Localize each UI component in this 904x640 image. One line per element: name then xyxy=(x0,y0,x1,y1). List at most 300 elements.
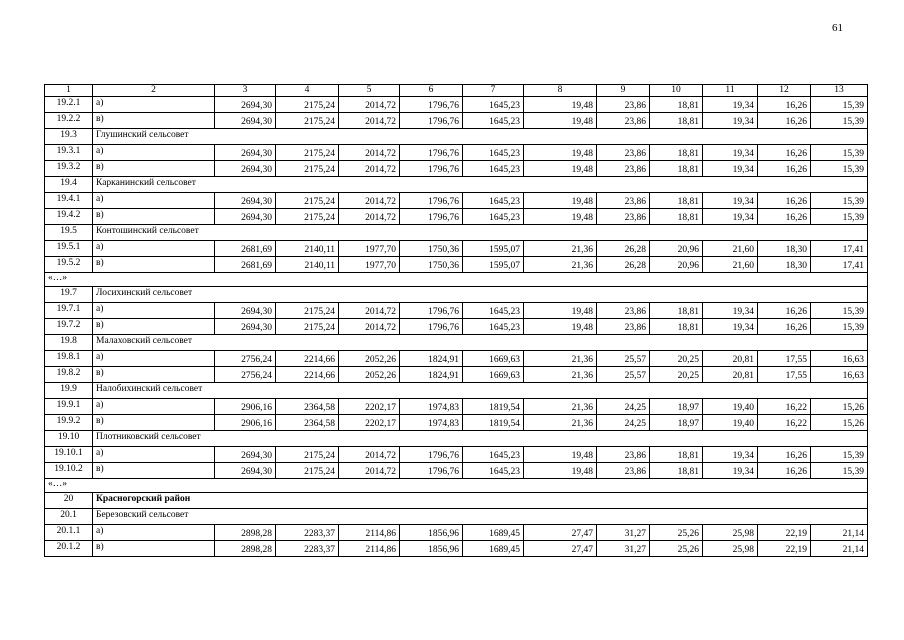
value-cell: 2175,24 xyxy=(276,463,339,479)
value-cell: 15,39 xyxy=(811,447,868,463)
table-row xyxy=(45,193,868,209)
value-cell: 1856,96 xyxy=(400,525,463,541)
table-row xyxy=(45,113,868,129)
value-cell: 2014,72 xyxy=(339,161,400,177)
section-title: Плотниковский сельсовет xyxy=(93,431,868,447)
table-row xyxy=(45,209,868,225)
row-code: 19.9.1 xyxy=(45,399,93,415)
value-cell: 23,86 xyxy=(597,145,650,161)
value-cell: 19,34 xyxy=(703,463,758,479)
value-cell: 22,19 xyxy=(758,525,811,541)
value-cell: 19,48 xyxy=(524,113,597,129)
column-header-9: 9 xyxy=(597,85,650,97)
value-cell: 2681,69 xyxy=(215,241,276,257)
value-cell: 18,81 xyxy=(650,463,703,479)
value-cell: 2014,72 xyxy=(339,193,400,209)
value-cell: 25,57 xyxy=(597,367,650,383)
value-cell: 16,26 xyxy=(758,161,811,177)
value-cell: 2114,86 xyxy=(339,541,400,557)
value-cell: 16,26 xyxy=(758,209,811,225)
value-cell: 1796,76 xyxy=(400,145,463,161)
value-cell: 18,81 xyxy=(650,113,703,129)
section-code: 20 xyxy=(45,493,93,509)
value-cell: 1856,96 xyxy=(400,541,463,557)
section-title: Карканинский сельсовет xyxy=(93,177,868,193)
value-cell: 2756,24 xyxy=(215,367,276,383)
column-header-1: 1 xyxy=(45,85,93,97)
value-cell: 15,39 xyxy=(811,319,868,335)
value-cell: 2364,58 xyxy=(276,399,339,415)
value-cell: 19,34 xyxy=(703,161,758,177)
value-cell: 19,34 xyxy=(703,447,758,463)
table-row xyxy=(45,161,868,177)
value-cell: 19,34 xyxy=(703,97,758,113)
value-cell: 1977,70 xyxy=(339,257,400,273)
row-label: а) xyxy=(93,193,215,209)
value-cell: 1796,76 xyxy=(400,193,463,209)
value-cell: 21,14 xyxy=(811,541,868,557)
column-header-8: 8 xyxy=(524,85,597,97)
value-cell: 23,86 xyxy=(597,209,650,225)
value-cell: 1974,83 xyxy=(400,399,463,415)
value-cell: 19,34 xyxy=(703,319,758,335)
value-cell: 15,39 xyxy=(811,193,868,209)
value-cell: 23,86 xyxy=(597,113,650,129)
value-cell: 2364,58 xyxy=(276,415,339,431)
value-cell: 18,81 xyxy=(650,209,703,225)
section-title: Березовский сельсовет xyxy=(93,509,868,525)
value-cell: 19,40 xyxy=(703,415,758,431)
value-cell: 2283,37 xyxy=(276,541,339,557)
section-code: 19.9 xyxy=(45,383,93,399)
value-cell: 1824,91 xyxy=(400,351,463,367)
value-cell: 20,96 xyxy=(650,241,703,257)
value-cell: 2014,72 xyxy=(339,303,400,319)
value-cell: 25,26 xyxy=(650,541,703,557)
omission-row xyxy=(45,479,868,493)
column-header-11: 11 xyxy=(703,85,758,97)
value-cell: 2694,30 xyxy=(215,303,276,319)
value-cell: 15,26 xyxy=(811,415,868,431)
value-cell: 24,25 xyxy=(597,399,650,415)
section-row xyxy=(45,287,868,303)
value-cell: 2906,16 xyxy=(215,399,276,415)
column-header-5: 5 xyxy=(339,85,400,97)
omission-row xyxy=(45,273,868,287)
value-cell: 25,26 xyxy=(650,525,703,541)
section-code: 19.7 xyxy=(45,287,93,303)
value-cell: 2694,30 xyxy=(215,447,276,463)
section-title: Малаховский сельсовет xyxy=(93,335,868,351)
value-cell: 23,86 xyxy=(597,463,650,479)
value-cell: 16,26 xyxy=(758,319,811,335)
column-header-7: 7 xyxy=(463,85,524,97)
value-cell: 18,81 xyxy=(650,319,703,335)
value-cell: 16,22 xyxy=(758,415,811,431)
value-cell: 23,86 xyxy=(597,97,650,113)
table-body xyxy=(45,85,868,557)
row-code: 19.10.1 xyxy=(45,447,93,463)
value-cell: 1645,23 xyxy=(463,113,524,129)
value-cell: 19,34 xyxy=(703,303,758,319)
row-code: 19.7.2 xyxy=(45,319,93,335)
value-cell: 1595,07 xyxy=(463,241,524,257)
value-cell: 21,60 xyxy=(703,241,758,257)
section-code: 19.8 xyxy=(45,335,93,351)
page-number: 61 xyxy=(832,22,843,34)
value-cell: 18,81 xyxy=(650,447,703,463)
row-label: в) xyxy=(93,113,215,129)
value-cell: 2283,37 xyxy=(276,525,339,541)
value-cell: 19,48 xyxy=(524,447,597,463)
value-cell: 1689,45 xyxy=(463,541,524,557)
value-cell: 16,26 xyxy=(758,303,811,319)
value-cell: 26,28 xyxy=(597,241,650,257)
value-cell: 2756,24 xyxy=(215,351,276,367)
column-header-6: 6 xyxy=(400,85,463,97)
section-row xyxy=(45,383,868,399)
column-header-2: 2 xyxy=(93,85,215,97)
value-cell: 1796,76 xyxy=(400,161,463,177)
value-cell: 20,25 xyxy=(650,351,703,367)
value-cell: 2694,30 xyxy=(215,193,276,209)
section-row xyxy=(45,431,868,447)
district-row xyxy=(45,493,868,509)
row-label: а) xyxy=(93,447,215,463)
value-cell: 15,39 xyxy=(811,113,868,129)
row-code: 19.5.2 xyxy=(45,257,93,273)
value-cell: 2694,30 xyxy=(215,463,276,479)
row-code: 19.3.1 xyxy=(45,145,93,161)
value-cell: 17,41 xyxy=(811,241,868,257)
value-cell: 23,86 xyxy=(597,319,650,335)
column-header-13: 13 xyxy=(811,85,868,97)
value-cell: 25,98 xyxy=(703,541,758,557)
row-label: в) xyxy=(93,161,215,177)
tariff-table xyxy=(44,84,868,557)
value-cell: 2014,72 xyxy=(339,113,400,129)
value-cell: 2140,11 xyxy=(276,257,339,273)
value-cell: 27,47 xyxy=(524,525,597,541)
section-row xyxy=(45,225,868,241)
row-label: а) xyxy=(93,241,215,257)
value-cell: 2175,24 xyxy=(276,145,339,161)
value-cell: 16,26 xyxy=(758,113,811,129)
value-cell: 20,25 xyxy=(650,367,703,383)
value-cell: 27,47 xyxy=(524,541,597,557)
value-cell: 1796,76 xyxy=(400,319,463,335)
value-cell: 23,86 xyxy=(597,447,650,463)
value-cell: 19,34 xyxy=(703,145,758,161)
header-row xyxy=(45,85,868,97)
value-cell: 2694,30 xyxy=(215,319,276,335)
row-code: 19.2.1 xyxy=(45,97,93,113)
value-cell: 15,39 xyxy=(811,303,868,319)
row-label: а) xyxy=(93,145,215,161)
row-label: в) xyxy=(93,541,215,557)
value-cell: 2052,26 xyxy=(339,367,400,383)
omission-mark: «…» xyxy=(45,479,868,493)
value-cell: 21,36 xyxy=(524,415,597,431)
value-cell: 1645,23 xyxy=(463,97,524,113)
value-cell: 16,26 xyxy=(758,463,811,479)
value-cell: 18,81 xyxy=(650,97,703,113)
value-cell: 16,22 xyxy=(758,399,811,415)
value-cell: 21,36 xyxy=(524,399,597,415)
row-code: 19.4.1 xyxy=(45,193,93,209)
value-cell: 19,48 xyxy=(524,145,597,161)
column-header-4: 4 xyxy=(276,85,339,97)
table-row xyxy=(45,415,868,431)
row-code: 19.2.2 xyxy=(45,113,93,129)
row-code: 20.1.2 xyxy=(45,541,93,557)
value-cell: 2906,16 xyxy=(215,415,276,431)
value-cell: 1645,23 xyxy=(463,463,524,479)
row-label: в) xyxy=(93,415,215,431)
value-cell: 2681,69 xyxy=(215,257,276,273)
value-cell: 16,26 xyxy=(758,193,811,209)
value-cell: 2202,17 xyxy=(339,399,400,415)
row-code: 19.5.1 xyxy=(45,241,93,257)
value-cell: 1824,91 xyxy=(400,367,463,383)
value-cell: 20,81 xyxy=(703,367,758,383)
row-label: а) xyxy=(93,97,215,113)
section-row xyxy=(45,335,868,351)
value-cell: 2014,72 xyxy=(339,145,400,161)
section-code: 20.1 xyxy=(45,509,93,525)
value-cell: 1595,07 xyxy=(463,257,524,273)
value-cell: 2014,72 xyxy=(339,447,400,463)
value-cell: 2214,66 xyxy=(276,351,339,367)
value-cell: 1645,23 xyxy=(463,193,524,209)
value-cell: 1645,23 xyxy=(463,303,524,319)
value-cell: 31,27 xyxy=(597,525,650,541)
value-cell: 2202,17 xyxy=(339,415,400,431)
row-label: в) xyxy=(93,257,215,273)
value-cell: 1796,76 xyxy=(400,303,463,319)
value-cell: 2694,30 xyxy=(215,209,276,225)
value-cell: 1645,23 xyxy=(463,319,524,335)
column-header-12: 12 xyxy=(758,85,811,97)
section-code: 19.3 xyxy=(45,129,93,145)
table-row xyxy=(45,525,868,541)
value-cell: 15,26 xyxy=(811,399,868,415)
value-cell: 2175,24 xyxy=(276,209,339,225)
value-cell: 19,34 xyxy=(703,113,758,129)
value-cell: 17,55 xyxy=(758,367,811,383)
value-cell: 21,36 xyxy=(524,351,597,367)
value-cell: 25,98 xyxy=(703,525,758,541)
value-cell: 19,48 xyxy=(524,319,597,335)
section-code: 19.4 xyxy=(45,177,93,193)
value-cell: 23,86 xyxy=(597,161,650,177)
column-header-10: 10 xyxy=(650,85,703,97)
value-cell: 1645,23 xyxy=(463,447,524,463)
section-row xyxy=(45,509,868,525)
value-cell: 16,63 xyxy=(811,367,868,383)
value-cell: 26,28 xyxy=(597,257,650,273)
value-cell: 1645,23 xyxy=(463,209,524,225)
value-cell: 2175,24 xyxy=(276,113,339,129)
row-label: в) xyxy=(93,209,215,225)
value-cell: 1796,76 xyxy=(400,97,463,113)
section-title: Налобихинский сельсовет xyxy=(93,383,868,399)
value-cell: 2014,72 xyxy=(339,97,400,113)
value-cell: 18,30 xyxy=(758,241,811,257)
value-cell: 18,81 xyxy=(650,161,703,177)
table-row xyxy=(45,97,868,113)
value-cell: 31,27 xyxy=(597,541,650,557)
value-cell: 22,19 xyxy=(758,541,811,557)
value-cell: 18,81 xyxy=(650,145,703,161)
value-cell: 19,34 xyxy=(703,209,758,225)
value-cell: 19,48 xyxy=(524,303,597,319)
table-row xyxy=(45,541,868,557)
table-row xyxy=(45,351,868,367)
omission-mark: «…» xyxy=(45,273,868,287)
value-cell: 18,97 xyxy=(650,415,703,431)
value-cell: 15,39 xyxy=(811,463,868,479)
table-row xyxy=(45,399,868,415)
value-cell: 2175,24 xyxy=(276,303,339,319)
value-cell: 2175,24 xyxy=(276,161,339,177)
value-cell: 16,26 xyxy=(758,145,811,161)
value-cell: 25,57 xyxy=(597,351,650,367)
value-cell: 1819,54 xyxy=(463,399,524,415)
section-title: Контошинский сельсовет xyxy=(93,225,868,241)
section-row xyxy=(45,177,868,193)
table-row xyxy=(45,319,868,335)
value-cell: 2114,86 xyxy=(339,525,400,541)
value-cell: 16,26 xyxy=(758,97,811,113)
value-cell: 2052,26 xyxy=(339,351,400,367)
value-cell: 19,40 xyxy=(703,399,758,415)
value-cell: 1750,36 xyxy=(400,241,463,257)
row-label: а) xyxy=(93,351,215,367)
value-cell: 2140,11 xyxy=(276,241,339,257)
table-row xyxy=(45,367,868,383)
value-cell: 2898,28 xyxy=(215,541,276,557)
value-cell: 1645,23 xyxy=(463,145,524,161)
value-cell: 21,36 xyxy=(524,367,597,383)
row-label: а) xyxy=(93,399,215,415)
section-code: 19.10 xyxy=(45,431,93,447)
value-cell: 21,36 xyxy=(524,257,597,273)
value-cell: 1819,54 xyxy=(463,415,524,431)
table-row xyxy=(45,463,868,479)
table-row xyxy=(45,257,868,273)
value-cell: 2175,24 xyxy=(276,193,339,209)
value-cell: 19,48 xyxy=(524,193,597,209)
value-cell: 18,97 xyxy=(650,399,703,415)
value-cell: 18,81 xyxy=(650,303,703,319)
value-cell: 2214,66 xyxy=(276,367,339,383)
value-cell: 16,63 xyxy=(811,351,868,367)
value-cell: 15,39 xyxy=(811,161,868,177)
value-cell: 19,48 xyxy=(524,209,597,225)
value-cell: 23,86 xyxy=(597,193,650,209)
row-label: а) xyxy=(93,525,215,541)
value-cell: 1974,83 xyxy=(400,415,463,431)
column-header-3: 3 xyxy=(215,85,276,97)
value-cell: 15,39 xyxy=(811,97,868,113)
section-title: Лосихинский сельсовет xyxy=(93,287,868,303)
section-title: Глушинский сельсовет xyxy=(93,129,868,145)
value-cell: 15,39 xyxy=(811,209,868,225)
row-label: в) xyxy=(93,367,215,383)
value-cell: 21,60 xyxy=(703,257,758,273)
row-label: в) xyxy=(93,463,215,479)
row-code: 19.10.2 xyxy=(45,463,93,479)
value-cell: 19,48 xyxy=(524,97,597,113)
table-row xyxy=(45,145,868,161)
value-cell: 2014,72 xyxy=(339,319,400,335)
row-label: а) xyxy=(93,303,215,319)
value-cell: 2175,24 xyxy=(276,447,339,463)
value-cell: 19,34 xyxy=(703,193,758,209)
value-cell: 21,14 xyxy=(811,525,868,541)
value-cell: 2694,30 xyxy=(215,145,276,161)
value-cell: 19,48 xyxy=(524,161,597,177)
table-row xyxy=(45,303,868,319)
value-cell: 1669,63 xyxy=(463,351,524,367)
value-cell: 16,26 xyxy=(758,447,811,463)
value-cell: 24,25 xyxy=(597,415,650,431)
value-cell: 1645,23 xyxy=(463,161,524,177)
value-cell: 2175,24 xyxy=(276,97,339,113)
value-cell: 2898,28 xyxy=(215,525,276,541)
section-code: 19.5 xyxy=(45,225,93,241)
row-code: 20.1.1 xyxy=(45,525,93,541)
value-cell: 1669,63 xyxy=(463,367,524,383)
row-code: 19.7.1 xyxy=(45,303,93,319)
value-cell: 17,55 xyxy=(758,351,811,367)
value-cell: 2014,72 xyxy=(339,209,400,225)
value-cell: 1689,45 xyxy=(463,525,524,541)
value-cell: 19,48 xyxy=(524,463,597,479)
table-row xyxy=(45,447,868,463)
value-cell: 1796,76 xyxy=(400,209,463,225)
row-code: 19.4.2 xyxy=(45,209,93,225)
value-cell: 1796,76 xyxy=(400,447,463,463)
value-cell: 18,30 xyxy=(758,257,811,273)
value-cell: 2014,72 xyxy=(339,463,400,479)
section-row xyxy=(45,129,868,145)
row-code: 19.8.1 xyxy=(45,351,93,367)
table-row xyxy=(45,241,868,257)
value-cell: 1750,36 xyxy=(400,257,463,273)
value-cell: 2694,30 xyxy=(215,113,276,129)
value-cell: 2694,30 xyxy=(215,161,276,177)
value-cell: 1796,76 xyxy=(400,113,463,129)
value-cell: 1977,70 xyxy=(339,241,400,257)
value-cell: 18,81 xyxy=(650,193,703,209)
row-label: в) xyxy=(93,319,215,335)
value-cell: 21,36 xyxy=(524,241,597,257)
value-cell: 17,41 xyxy=(811,257,868,273)
row-code: 19.3.2 xyxy=(45,161,93,177)
value-cell: 15,39 xyxy=(811,145,868,161)
value-cell: 2175,24 xyxy=(276,319,339,335)
row-code: 19.9.2 xyxy=(45,415,93,431)
value-cell: 1796,76 xyxy=(400,463,463,479)
value-cell: 23,86 xyxy=(597,303,650,319)
value-cell: 2694,30 xyxy=(215,97,276,113)
value-cell: 20,96 xyxy=(650,257,703,273)
district-title: Красногорский район xyxy=(93,493,868,509)
value-cell: 20,81 xyxy=(703,351,758,367)
row-code: 19.8.2 xyxy=(45,367,93,383)
